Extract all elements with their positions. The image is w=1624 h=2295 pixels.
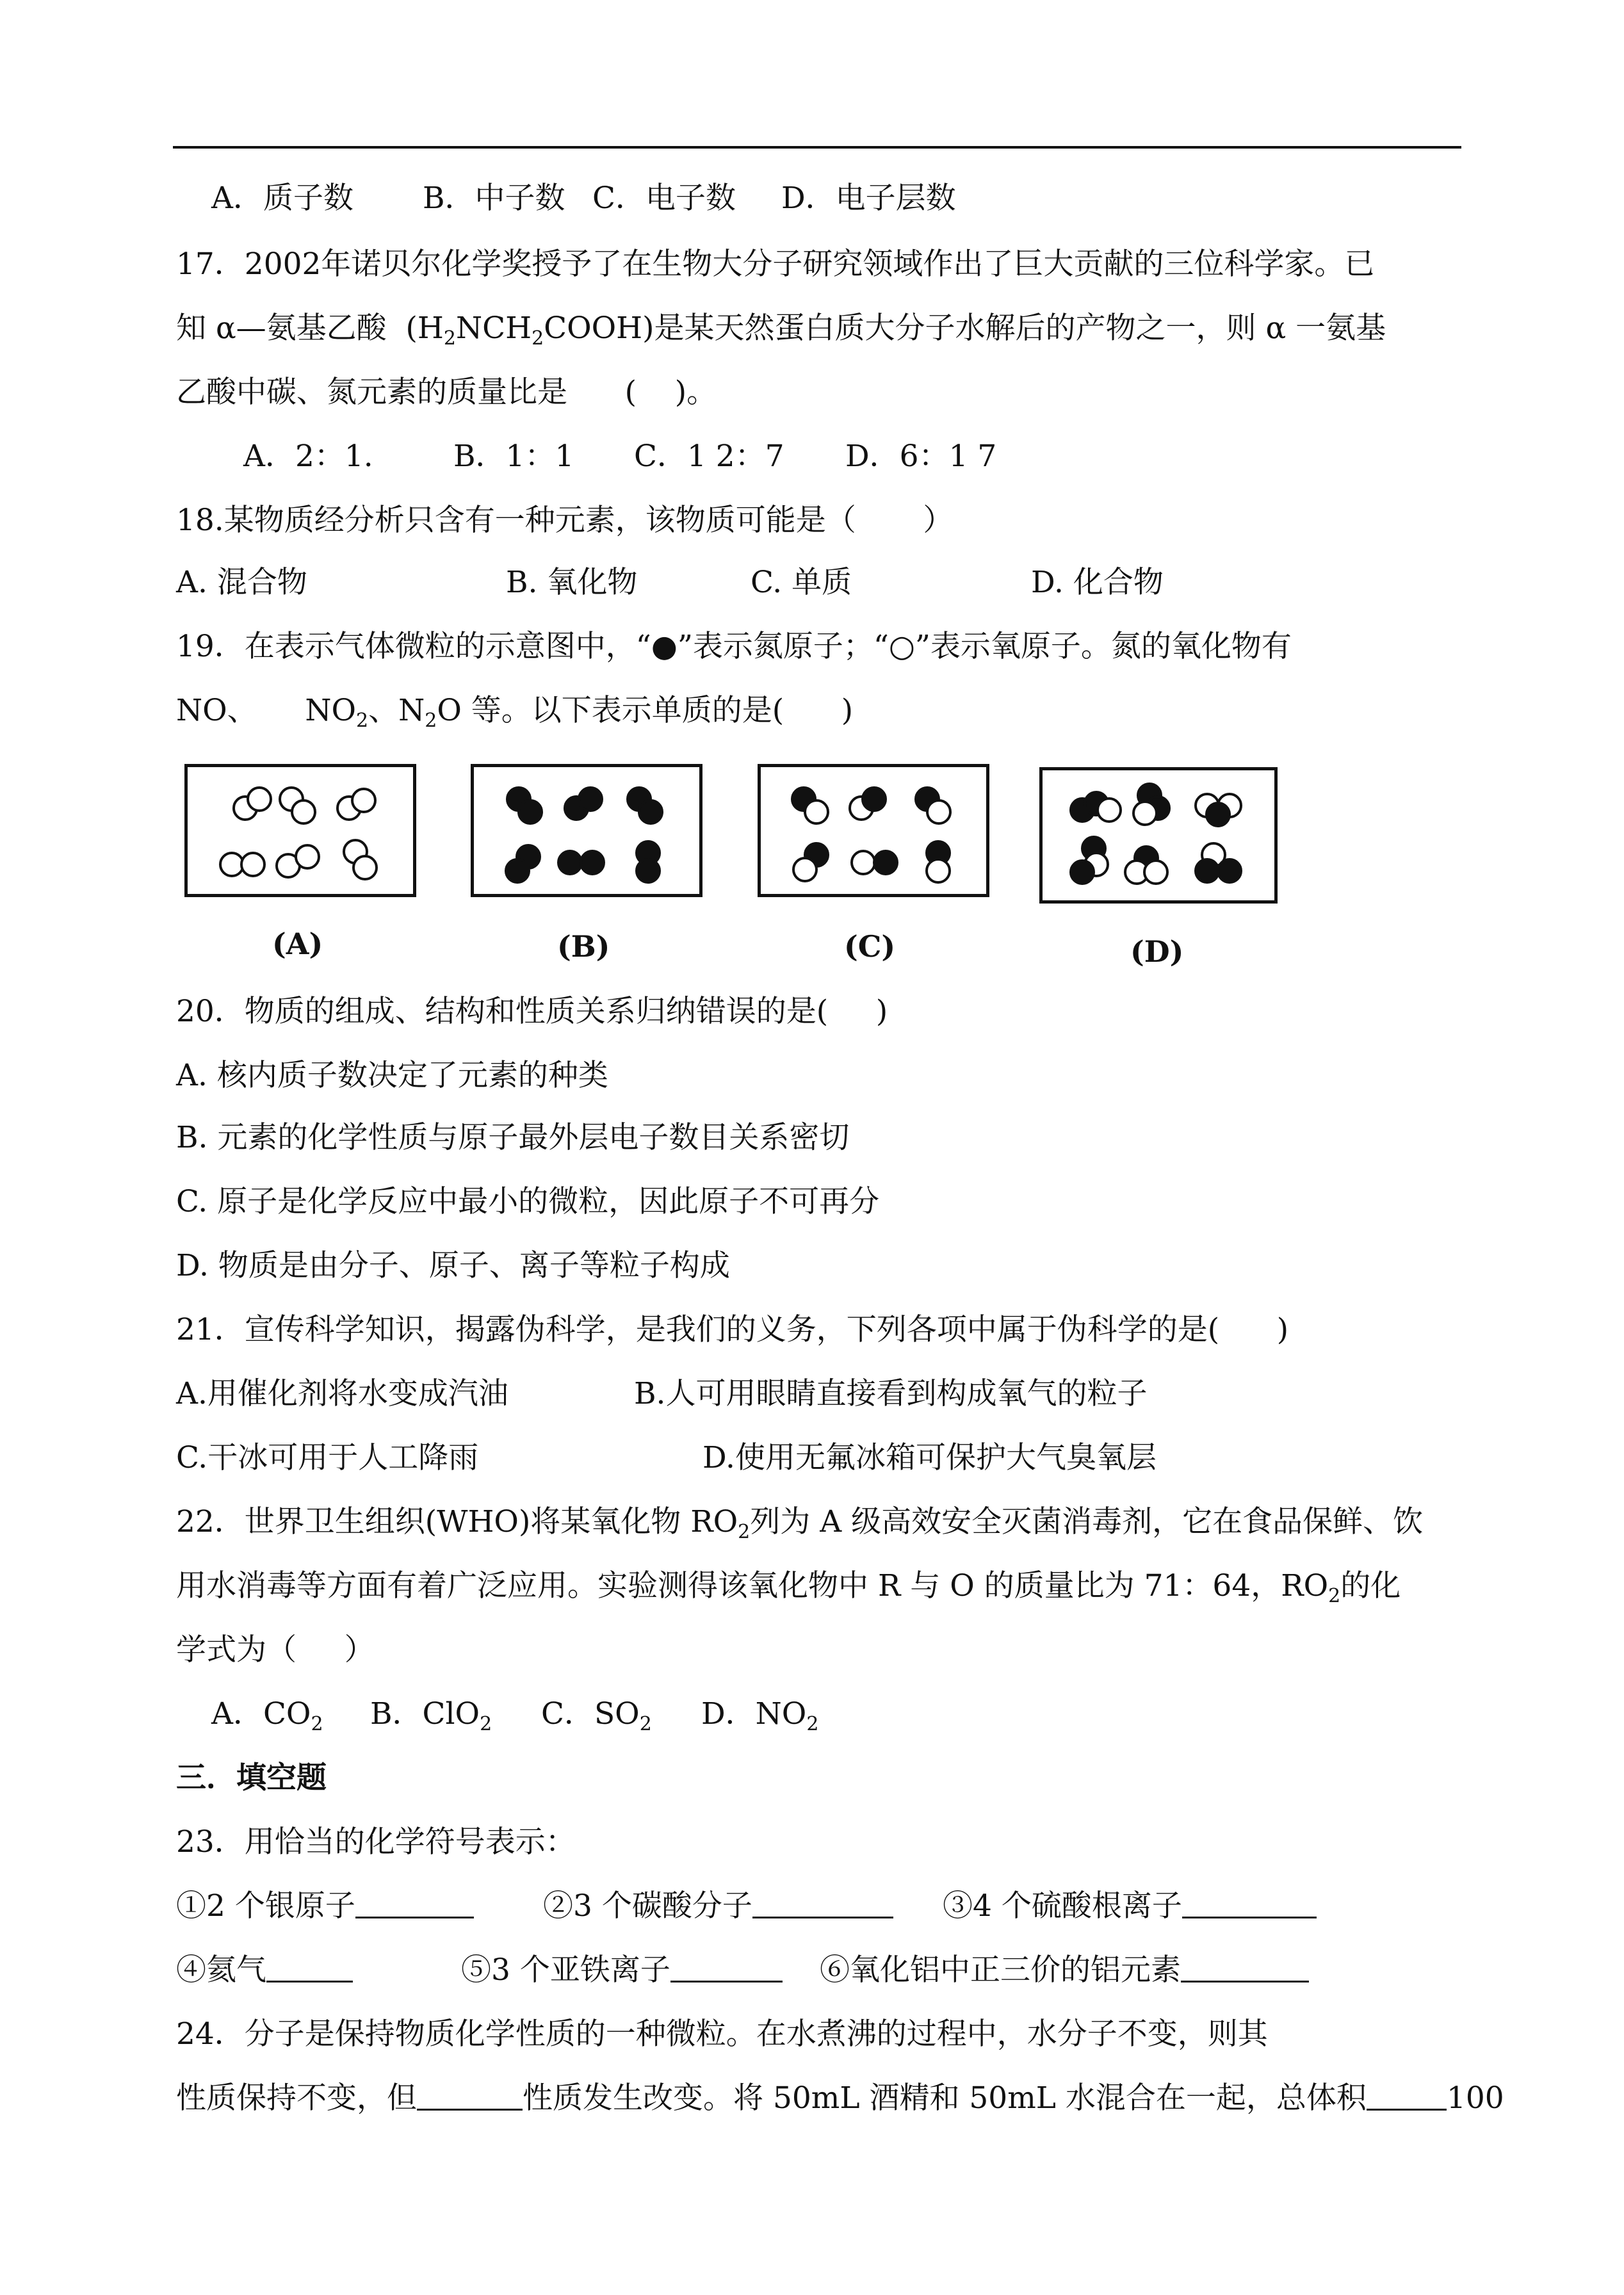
oxygen-atom <box>927 800 950 823</box>
q18-option-a: A. 混合物 <box>176 565 307 600</box>
q22-option-c: C．$SO_2$ <box>541 1696 652 1735</box>
oxygen-atom <box>241 853 264 876</box>
figure-label-b: (B) <box>557 929 610 964</box>
section-title: 三．填空题 <box>176 1760 327 1796</box>
nitrogen-atom <box>519 800 542 823</box>
q17-line-3: 乙酸中碳、氮元素的质量比是 ( )。 <box>176 375 717 410</box>
answer-blank[interactable] <box>1182 1890 1317 1918</box>
q17-option-b: B．1：1 <box>453 439 574 474</box>
q17-line-1: 17．2002年诺贝尔化学奖授予了在生物大分子研究领域作出了巨大贡献的三位科学家。已 <box>176 247 1375 282</box>
oxygen-atom <box>352 789 375 812</box>
q21-stem: 21．宣传科学知识，揭露伪科学，是我们的义务，下列各项中属于伪科学的是( ) <box>176 1312 1289 1347</box>
answer-blank[interactable] <box>417 2082 523 2111</box>
q17-option-a: A．2：1. <box>243 439 373 474</box>
q16-option-b: B．中子数 <box>423 181 565 216</box>
q24-line-2: 性质保持不变，但 性质发生改变。将 50mL 酒精和 50mL 水混合在一起，总体积 100 <box>176 2080 1504 2116</box>
oxygen-atom <box>793 858 816 881</box>
q16-option-d: D．电子层数 <box>781 181 956 216</box>
answer-blank[interactable] <box>1181 1954 1309 1983</box>
nitrogen-atom <box>558 851 581 874</box>
q20-option-c: C. 原子是化学反应中最小的微粒，因此原子不可再分 <box>176 1184 880 1219</box>
nitrogen-atom <box>1071 861 1094 884</box>
nitrogen-atom <box>506 859 529 882</box>
q22-line-1: 22．世界卫生组织(WHO)将某氧化物 $RO_2$列为 A 级高效安全灭菌消毒剂，它在食品保鲜、饮 <box>176 1504 1424 1543</box>
answer-blank[interactable] <box>355 1890 474 1918</box>
q18-stem: 18.某物质经分析只含有一种元素，该物质可能是（ ） <box>176 503 954 538</box>
nitrogen-atom <box>874 851 897 874</box>
q23-item-3: ③4 个硫酸根离子 <box>943 1887 1317 1926</box>
oxygen-atom <box>248 788 271 811</box>
q16-option-c: C．电子数 <box>592 181 736 216</box>
nitrogen-atom <box>637 859 660 882</box>
q21-option-a: A.用催化剂将水变成汽油 <box>176 1376 508 1411</box>
oxygen-atom <box>1144 861 1167 884</box>
q18-option-c: C. 单质 <box>751 565 852 600</box>
oxygen-atom <box>220 853 243 876</box>
figure-label-d: (D) <box>1130 934 1184 969</box>
q20-stem: 20．物质的组成、结构和性质关系归纳错误的是( ) <box>176 994 888 1029</box>
q23-item-6: ⑥氧化铝中正三价的铝元素 <box>820 1951 1309 1990</box>
q19-line-1: 19．在表示气体微粒的示意图中，“●”表示氮原子；“○”表示氧原子。氮的氧化物有 <box>176 629 1292 664</box>
nitrogen-atom <box>1218 859 1241 882</box>
nitrogen-atom <box>863 788 886 811</box>
q23-item-2: ②3 个碳酸分子 <box>543 1887 893 1926</box>
q23-item-1: ①2 个银原子 <box>176 1887 474 1926</box>
nitrogen-atom <box>579 788 602 811</box>
nitrogen-atom <box>1196 859 1219 882</box>
oxygen-atom <box>353 856 377 879</box>
figure-label-a: (A) <box>272 927 323 961</box>
q23-item-5: ⑤3 个亚铁离子 <box>461 1951 783 1990</box>
q19-line-2: NO、 $NO_2$、$N_2O$ 等。以下表示单质的是( ) <box>176 693 854 732</box>
nitrogen-atom <box>639 800 662 823</box>
figure-label-c: (C) <box>844 929 896 964</box>
oxygen-atom <box>852 851 875 874</box>
oxygen-atom <box>927 859 950 882</box>
answer-blank[interactable] <box>266 1954 353 1983</box>
oxygen-atom <box>805 800 828 823</box>
q22-option-d: D．$NO_2$ <box>701 1696 819 1735</box>
q21-option-b: B.人可用眼睛直接看到构成氧气的粒子 <box>634 1376 1148 1411</box>
q22-line-3: 学式为（ ） <box>176 1632 375 1667</box>
q16-option-a: A．质子数 <box>211 181 353 216</box>
nitrogen-atom <box>1206 803 1230 826</box>
oxygen-atom <box>1098 799 1121 822</box>
q21-option-d: D.使用无氟冰箱可保护大气臭氧层 <box>702 1440 1157 1475</box>
q23-stem: 23．用恰当的化学符号表示： <box>176 1824 576 1860</box>
oxygen-atom <box>292 800 315 823</box>
q17-option-d: D．6：1 7 <box>845 439 997 474</box>
q24-line-1: 24．分子是保持物质化学性质的一种微粒。在水煮沸的过程中，水分子不变，则其 <box>176 2016 1268 2052</box>
q23-item-4: ④氦气 <box>176 1951 353 1990</box>
q22-line-2: 用水消毒等方面有着广泛应用。实验测得该氧化物中 R 与 O 的质量比为 71：64，$RO_2$的化 <box>176 1568 1401 1607</box>
molecule-diagram <box>0 0 1624 961</box>
answer-blank[interactable] <box>670 1954 783 1983</box>
answer-blank[interactable] <box>752 1890 893 1918</box>
oxygen-atom <box>296 845 319 868</box>
q22-option-b: B．ClO$_2$ <box>370 1696 492 1735</box>
oxygen-atom <box>1133 802 1157 825</box>
nitrogen-atom <box>581 851 604 874</box>
q20-option-d: D. 物质是由分子、原子、离子等粒子构成 <box>176 1248 730 1283</box>
answer-blank[interactable] <box>1367 2082 1447 2111</box>
q18-option-d: D. 化合物 <box>1031 565 1164 600</box>
q22-option-a: A．$CO_2$ <box>211 1696 323 1735</box>
q18-option-b: B. 氧化物 <box>506 565 638 600</box>
q17-line-2: 知 α—氨基乙酸 $(H_2NCH_2COOH)$是某天然蛋白质大分子水解后的产物之一，则 α 一氨基 <box>176 311 1386 350</box>
q17-option-c: C．1 2：7 <box>634 439 784 474</box>
q20-option-a: A. 核内质子数决定了元素的种类 <box>176 1058 608 1093</box>
q20-option-b: B. 元素的化学性质与原子最外层电子数目关系密切 <box>176 1120 850 1155</box>
q21-option-c: C.干冰可用于人工降雨 <box>176 1440 479 1475</box>
